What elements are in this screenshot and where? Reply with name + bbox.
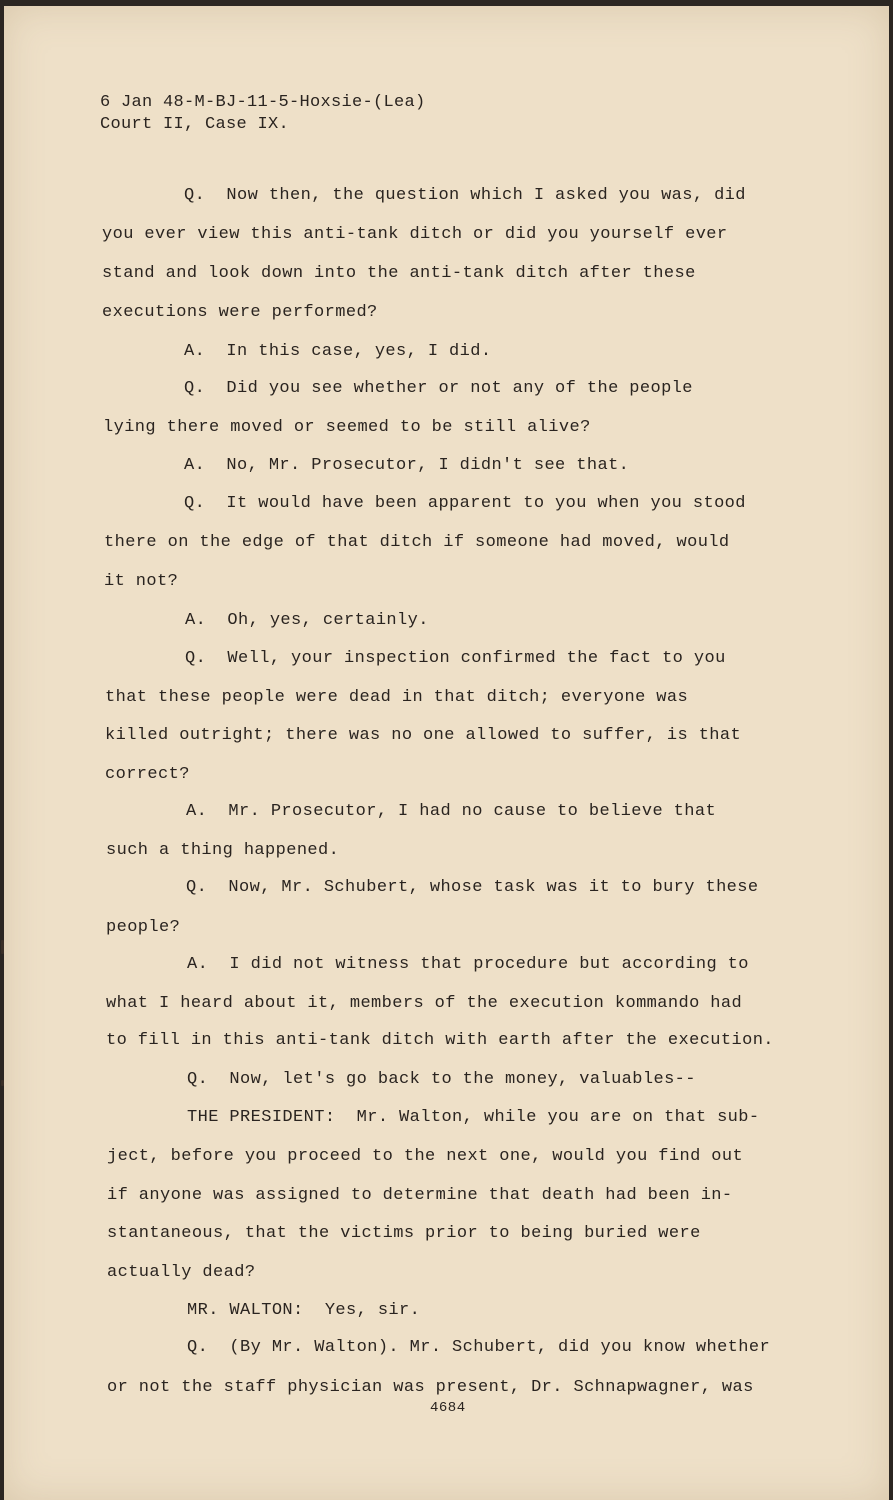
header-court: Court II, Case IX. bbox=[100, 115, 290, 134]
transcript-line: actually dead? bbox=[107, 1263, 256, 1282]
transcript-line: A. No, Mr. Prosecutor, I didn't see that. bbox=[184, 456, 630, 475]
transcript-line: MR. WALTON: Yes, sir. bbox=[187, 1301, 421, 1320]
transcript-line: you ever view this anti-tank ditch or did you yourself ever bbox=[102, 225, 728, 244]
transcript-line: such a thing happened. bbox=[106, 841, 340, 860]
transcript-line: A. In this case, yes, I did. bbox=[184, 342, 492, 361]
transcript-line: THE PRESIDENT: Mr. Walton, while you are on that sub- bbox=[187, 1108, 760, 1127]
transcript-line: if anyone was assigned to determine that death had been in- bbox=[107, 1186, 733, 1205]
transcript-line: that these people were dead in that ditch; everyone was bbox=[105, 688, 689, 707]
transcript-line: there on the edge of that ditch if someone had moved, would bbox=[104, 533, 730, 552]
transcript-line: it not? bbox=[104, 572, 179, 591]
transcript-line: ject, before you proceed to the next one, would you find out bbox=[107, 1147, 744, 1166]
transcript-line: or not the staff physician was present, Dr. Schnapwagner, was bbox=[107, 1378, 754, 1397]
transcript-line: A. Mr. Prosecutor, I had no cause to believe that bbox=[186, 802, 717, 821]
transcript-line: Q. Well, your inspection confirmed the fact to you bbox=[185, 649, 726, 668]
transcript-line: A. Oh, yes, certainly. bbox=[185, 611, 429, 630]
binding-hole-mark bbox=[1, 1080, 4, 1086]
header-case-reference: 6 Jan 48-M-BJ-11-5-Hoxsie-(Lea) bbox=[100, 93, 426, 112]
transcript-line: Q. Now then, the question which I asked you was, did bbox=[184, 186, 746, 205]
document-page bbox=[4, 6, 889, 1500]
transcript-line: A. I did not witness that procedure but according to bbox=[187, 955, 749, 974]
transcript-body bbox=[4, 6, 889, 1500]
transcript-line: Q. Did you see whether or not any of the people bbox=[184, 379, 693, 398]
transcript-line: what I heard about it, members of the execution kommando had bbox=[106, 994, 743, 1013]
transcript-line: to fill in this anti-tank ditch with earth after the execution. bbox=[106, 1031, 774, 1050]
transcript-line: lying there moved or seemed to be still alive? bbox=[103, 418, 591, 437]
transcript-line: stand and look down into the anti-tank ditch after these bbox=[102, 264, 696, 283]
page-number: 4684 bbox=[430, 1400, 466, 1416]
transcript-line: Q. Now, Mr. Schubert, whose task was it to bury these bbox=[186, 878, 759, 897]
transcript-line: stantaneous, that the victims prior to being buried were bbox=[107, 1224, 701, 1243]
transcript-line: correct? bbox=[105, 765, 190, 784]
transcript-line: Q. Now, let's go back to the money, valuables-- bbox=[187, 1070, 696, 1089]
transcript-line: killed outright; there was no one allowed to suffer, is that bbox=[105, 726, 742, 745]
transcript-line: people? bbox=[106, 918, 181, 937]
transcript-line: Q. It would have been apparent to you when you stood bbox=[184, 494, 746, 513]
transcript-line: executions were performed? bbox=[102, 303, 378, 322]
binding-hole-mark bbox=[1, 940, 4, 954]
transcript-line: Q. (By Mr. Walton). Mr. Schubert, did you know whether bbox=[187, 1338, 771, 1357]
